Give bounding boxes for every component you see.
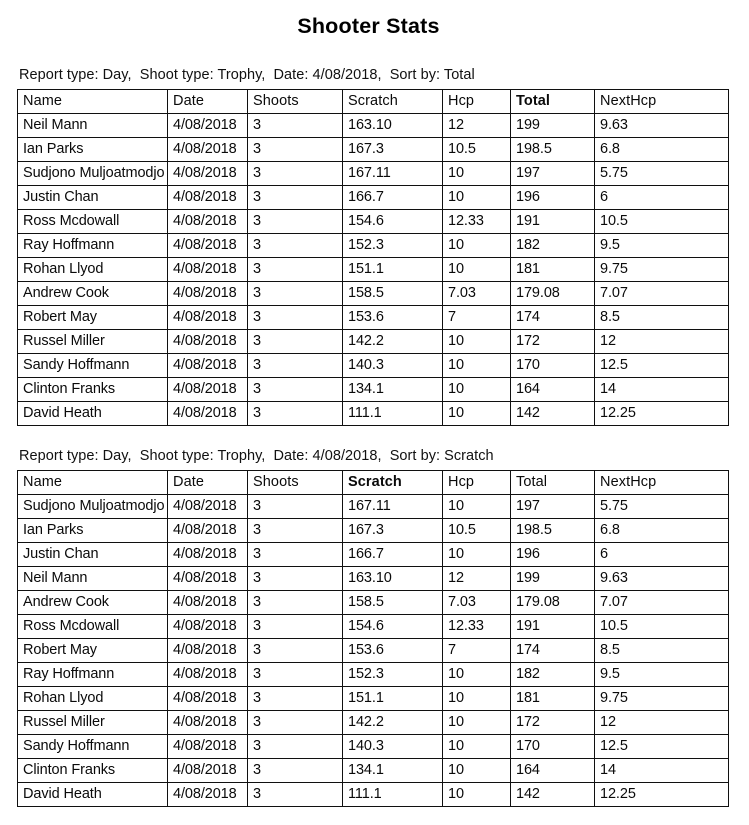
- cell-total: 199: [511, 114, 595, 138]
- cell-total: 164: [511, 378, 595, 402]
- table-row[interactable]: [18, 234, 729, 258]
- column-header-total[interactable]: Total: [511, 471, 595, 495]
- cell-name: Justin Chan: [18, 543, 168, 567]
- table-row[interactable]: [18, 543, 729, 567]
- cell-hcp: 10: [443, 783, 511, 807]
- table-header-row: [18, 90, 729, 114]
- cell-shoots: 3: [248, 663, 343, 687]
- cell-total: 191: [511, 615, 595, 639]
- cell-scratch: 166.7: [343, 543, 443, 567]
- cell-total: 174: [511, 639, 595, 663]
- cell-scratch: 154.6: [343, 615, 443, 639]
- cell-total: 164: [511, 759, 595, 783]
- cell-total: 196: [511, 186, 595, 210]
- cell-hcp: 10: [443, 759, 511, 783]
- cell-name: Ray Hoffmann: [18, 663, 168, 687]
- cell-scratch: 163.10: [343, 114, 443, 138]
- cell-hcp: 7: [443, 639, 511, 663]
- cell-scratch: 163.10: [343, 567, 443, 591]
- cell-total: 179.08: [511, 282, 595, 306]
- cell-name: Sudjono Muljoatmodjo: [18, 162, 168, 186]
- cell-total: 197: [511, 495, 595, 519]
- cell-nexthcp: 9.63: [595, 567, 729, 591]
- report-section-total: [0, 39, 749, 426]
- cell-name: Sandy Hoffmann: [18, 354, 168, 378]
- report-caption: Report type: Day, Shoot type: Trophy, Date: 4/08/2018, Sort by: Total: [19, 67, 475, 83]
- cell-total: 170: [511, 354, 595, 378]
- cell-hcp: 10: [443, 402, 511, 426]
- cell-nexthcp: 12: [595, 711, 729, 735]
- column-header-scratch[interactable]: Scratch: [343, 471, 443, 495]
- cell-hcp: 10: [443, 687, 511, 711]
- cell-hcp: 12.33: [443, 615, 511, 639]
- cell-hcp: 10: [443, 543, 511, 567]
- cell-total: 142: [511, 402, 595, 426]
- cell-date: 4/08/2018: [168, 615, 248, 639]
- cell-shoots: 3: [248, 186, 343, 210]
- cell-total: 174: [511, 306, 595, 330]
- cell-hcp: 10: [443, 234, 511, 258]
- table-row[interactable]: [18, 591, 729, 615]
- cell-nexthcp: 12: [595, 330, 729, 354]
- cell-date: 4/08/2018: [168, 402, 248, 426]
- cell-name: Ray Hoffmann: [18, 234, 168, 258]
- cell-shoots: 3: [248, 162, 343, 186]
- cell-date: 4/08/2018: [168, 354, 248, 378]
- cell-date: 4/08/2018: [168, 663, 248, 687]
- cell-name: Sandy Hoffmann: [18, 735, 168, 759]
- column-header-nexthcp[interactable]: NextHcp: [595, 471, 729, 495]
- report-section-scratch: [0, 426, 749, 807]
- cell-shoots: 3: [248, 114, 343, 138]
- table-row[interactable]: [18, 186, 729, 210]
- cell-nexthcp: 9.5: [595, 234, 729, 258]
- column-header-date[interactable]: Date: [168, 471, 248, 495]
- cell-shoots: 3: [248, 615, 343, 639]
- cell-hcp: 10: [443, 735, 511, 759]
- column-header-total[interactable]: Total: [511, 90, 595, 114]
- cell-date: 4/08/2018: [168, 759, 248, 783]
- cell-hcp: 10: [443, 186, 511, 210]
- cell-hcp: 7.03: [443, 591, 511, 615]
- column-header-name[interactable]: Name: [18, 471, 168, 495]
- cell-name: Sudjono Muljoatmodjo: [18, 495, 168, 519]
- cell-scratch: 152.3: [343, 663, 443, 687]
- cell-scratch: 142.2: [343, 330, 443, 354]
- cell-shoots: 3: [248, 735, 343, 759]
- table-row[interactable]: [18, 162, 729, 186]
- cell-date: 4/08/2018: [168, 735, 248, 759]
- cell-shoots: 3: [248, 687, 343, 711]
- cell-date: 4/08/2018: [168, 687, 248, 711]
- cell-nexthcp: 8.5: [595, 306, 729, 330]
- table-row[interactable]: [18, 330, 729, 354]
- cell-date: 4/08/2018: [168, 330, 248, 354]
- cell-nexthcp: 6.8: [595, 519, 729, 543]
- cell-scratch: 111.1: [343, 783, 443, 807]
- cell-nexthcp: 14: [595, 759, 729, 783]
- cell-name: Robert May: [18, 639, 168, 663]
- cell-total: 182: [511, 234, 595, 258]
- report-caption: Report type: Day, Shoot type: Trophy, Date: 4/08/2018, Sort by: Scratch: [19, 448, 494, 464]
- cell-hcp: 10: [443, 711, 511, 735]
- cell-total: 142: [511, 783, 595, 807]
- cell-total: 199: [511, 567, 595, 591]
- cell-scratch: 151.1: [343, 687, 443, 711]
- table-row[interactable]: [18, 210, 729, 234]
- cell-date: 4/08/2018: [168, 639, 248, 663]
- cell-nexthcp: 12.25: [595, 402, 729, 426]
- cell-scratch: 154.6: [343, 210, 443, 234]
- column-header-hcp[interactable]: Hcp: [443, 471, 511, 495]
- table-row[interactable]: [18, 567, 729, 591]
- table-row[interactable]: [18, 783, 729, 807]
- cell-total: 172: [511, 711, 595, 735]
- column-header-date[interactable]: Date: [168, 90, 248, 114]
- table-row[interactable]: [18, 711, 729, 735]
- cell-shoots: 3: [248, 495, 343, 519]
- cell-name: David Heath: [18, 783, 168, 807]
- cell-total: 170: [511, 735, 595, 759]
- cell-total: 191: [511, 210, 595, 234]
- cell-nexthcp: 14: [595, 378, 729, 402]
- cell-date: 4/08/2018: [168, 234, 248, 258]
- table-header-row: [18, 471, 729, 495]
- shooter-stats-table-scratch: [17, 470, 729, 807]
- cell-scratch: 167.11: [343, 162, 443, 186]
- table-row[interactable]: [18, 759, 729, 783]
- cell-nexthcp: 8.5: [595, 639, 729, 663]
- table-header: [18, 90, 729, 114]
- cell-shoots: 3: [248, 639, 343, 663]
- cell-date: 4/08/2018: [168, 186, 248, 210]
- cell-scratch: 152.3: [343, 234, 443, 258]
- cell-name: Ross Mcdowall: [18, 210, 168, 234]
- cell-date: 4/08/2018: [168, 306, 248, 330]
- column-header-scratch[interactable]: Scratch: [343, 90, 443, 114]
- cell-shoots: 3: [248, 138, 343, 162]
- page-title: Shooter Stats: [297, 14, 440, 38]
- cell-nexthcp: 5.75: [595, 495, 729, 519]
- cell-scratch: 158.5: [343, 282, 443, 306]
- cell-name: Rohan Llyod: [18, 258, 168, 282]
- cell-hcp: 10: [443, 162, 511, 186]
- cell-date: 4/08/2018: [168, 162, 248, 186]
- cell-nexthcp: 12.5: [595, 354, 729, 378]
- table-row[interactable]: [18, 114, 729, 138]
- cell-scratch: 167.11: [343, 495, 443, 519]
- cell-date: 4/08/2018: [168, 591, 248, 615]
- cell-shoots: 3: [248, 330, 343, 354]
- column-header-shoots[interactable]: Shoots: [248, 90, 343, 114]
- cell-nexthcp: 9.63: [595, 114, 729, 138]
- table-row[interactable]: [18, 378, 729, 402]
- shooter-stats-table-total: [17, 89, 729, 426]
- cell-name: Ross Mcdowall: [18, 615, 168, 639]
- cell-shoots: 3: [248, 402, 343, 426]
- cell-name: Andrew Cook: [18, 282, 168, 306]
- cell-date: 4/08/2018: [168, 495, 248, 519]
- cell-name: Robert May: [18, 306, 168, 330]
- cell-hcp: 12: [443, 567, 511, 591]
- table-row[interactable]: [18, 402, 729, 426]
- cell-shoots: 3: [248, 258, 343, 282]
- cell-hcp: 7.03: [443, 282, 511, 306]
- cell-nexthcp: 10.5: [595, 615, 729, 639]
- cell-name: Ian Parks: [18, 138, 168, 162]
- cell-scratch: 151.1: [343, 258, 443, 282]
- cell-shoots: 3: [248, 378, 343, 402]
- cell-name: Clinton Franks: [18, 378, 168, 402]
- cell-name: Russel Miller: [18, 711, 168, 735]
- table-row[interactable]: [18, 639, 729, 663]
- cell-hcp: 10: [443, 663, 511, 687]
- cell-scratch: 167.3: [343, 519, 443, 543]
- cell-name: Andrew Cook: [18, 591, 168, 615]
- table-row[interactable]: [18, 735, 729, 759]
- cell-name: Rohan Llyod: [18, 687, 168, 711]
- cell-shoots: 3: [248, 783, 343, 807]
- cell-date: 4/08/2018: [168, 519, 248, 543]
- column-header-shoots[interactable]: Shoots: [248, 471, 343, 495]
- cell-hcp: 7: [443, 306, 511, 330]
- cell-shoots: 3: [248, 210, 343, 234]
- cell-nexthcp: 9.5: [595, 663, 729, 687]
- cell-hcp: 12: [443, 114, 511, 138]
- cell-nexthcp: 6.8: [595, 138, 729, 162]
- table-row[interactable]: [18, 615, 729, 639]
- cell-nexthcp: 12.25: [595, 783, 729, 807]
- cell-scratch: 134.1: [343, 378, 443, 402]
- cell-date: 4/08/2018: [168, 711, 248, 735]
- cell-scratch: 167.3: [343, 138, 443, 162]
- column-header-nexthcp[interactable]: NextHcp: [595, 90, 729, 114]
- cell-total: 181: [511, 258, 595, 282]
- cell-total: 181: [511, 687, 595, 711]
- cell-shoots: 3: [248, 282, 343, 306]
- cell-name: Russel Miller: [18, 330, 168, 354]
- cell-name: Neil Mann: [18, 567, 168, 591]
- cell-shoots: 3: [248, 306, 343, 330]
- cell-hcp: 10: [443, 354, 511, 378]
- cell-date: 4/08/2018: [168, 114, 248, 138]
- cell-hcp: 10.5: [443, 138, 511, 162]
- cell-total: 196: [511, 543, 595, 567]
- cell-shoots: 3: [248, 711, 343, 735]
- cell-hcp: 10: [443, 258, 511, 282]
- cell-name: Justin Chan: [18, 186, 168, 210]
- column-header-name[interactable]: Name: [18, 90, 168, 114]
- cell-name: David Heath: [18, 402, 168, 426]
- cell-date: 4/08/2018: [168, 378, 248, 402]
- cell-nexthcp: 6: [595, 543, 729, 567]
- cell-scratch: 140.3: [343, 735, 443, 759]
- cell-shoots: 3: [248, 234, 343, 258]
- column-header-hcp[interactable]: Hcp: [443, 90, 511, 114]
- cell-scratch: 140.3: [343, 354, 443, 378]
- cell-scratch: 142.2: [343, 711, 443, 735]
- cell-nexthcp: 7.07: [595, 282, 729, 306]
- cell-hcp: 12.33: [443, 210, 511, 234]
- table-row[interactable]: [18, 354, 729, 378]
- cell-date: 4/08/2018: [168, 543, 248, 567]
- cell-name: Ian Parks: [18, 519, 168, 543]
- table-row[interactable]: [18, 258, 729, 282]
- cell-shoots: 3: [248, 567, 343, 591]
- table-row[interactable]: [18, 306, 729, 330]
- cell-shoots: 3: [248, 354, 343, 378]
- table-row[interactable]: [18, 495, 729, 519]
- cell-date: 4/08/2018: [168, 282, 248, 306]
- cell-hcp: 10: [443, 378, 511, 402]
- cell-total: 198.5: [511, 138, 595, 162]
- cell-scratch: 111.1: [343, 402, 443, 426]
- table-row[interactable]: [18, 687, 729, 711]
- cell-nexthcp: 9.75: [595, 687, 729, 711]
- cell-nexthcp: 12.5: [595, 735, 729, 759]
- table-body-scratch: [18, 495, 729, 807]
- table-row[interactable]: [18, 519, 729, 543]
- cell-hcp: 10: [443, 330, 511, 354]
- table-body-total: [18, 114, 729, 426]
- table-header: [18, 471, 729, 495]
- cell-total: 197: [511, 162, 595, 186]
- cell-date: 4/08/2018: [168, 138, 248, 162]
- cell-name: Clinton Franks: [18, 759, 168, 783]
- cell-scratch: 158.5: [343, 591, 443, 615]
- cell-shoots: 3: [248, 543, 343, 567]
- cell-date: 4/08/2018: [168, 567, 248, 591]
- table-row[interactable]: [18, 282, 729, 306]
- cell-name: Neil Mann: [18, 114, 168, 138]
- cell-nexthcp: 9.75: [595, 258, 729, 282]
- cell-nexthcp: 7.07: [595, 591, 729, 615]
- cell-total: 179.08: [511, 591, 595, 615]
- cell-nexthcp: 10.5: [595, 210, 729, 234]
- cell-date: 4/08/2018: [168, 258, 248, 282]
- table-row[interactable]: [18, 663, 729, 687]
- cell-nexthcp: 6: [595, 186, 729, 210]
- cell-shoots: 3: [248, 759, 343, 783]
- cell-total: 172: [511, 330, 595, 354]
- cell-total: 198.5: [511, 519, 595, 543]
- cell-nexthcp: 5.75: [595, 162, 729, 186]
- cell-date: 4/08/2018: [168, 210, 248, 234]
- cell-shoots: 3: [248, 591, 343, 615]
- cell-total: 182: [511, 663, 595, 687]
- cell-hcp: 10: [443, 495, 511, 519]
- cell-scratch: 166.7: [343, 186, 443, 210]
- table-row[interactable]: [18, 138, 729, 162]
- cell-scratch: 153.6: [343, 639, 443, 663]
- cell-scratch: 134.1: [343, 759, 443, 783]
- cell-scratch: 153.6: [343, 306, 443, 330]
- cell-date: 4/08/2018: [168, 783, 248, 807]
- cell-hcp: 10.5: [443, 519, 511, 543]
- cell-shoots: 3: [248, 519, 343, 543]
